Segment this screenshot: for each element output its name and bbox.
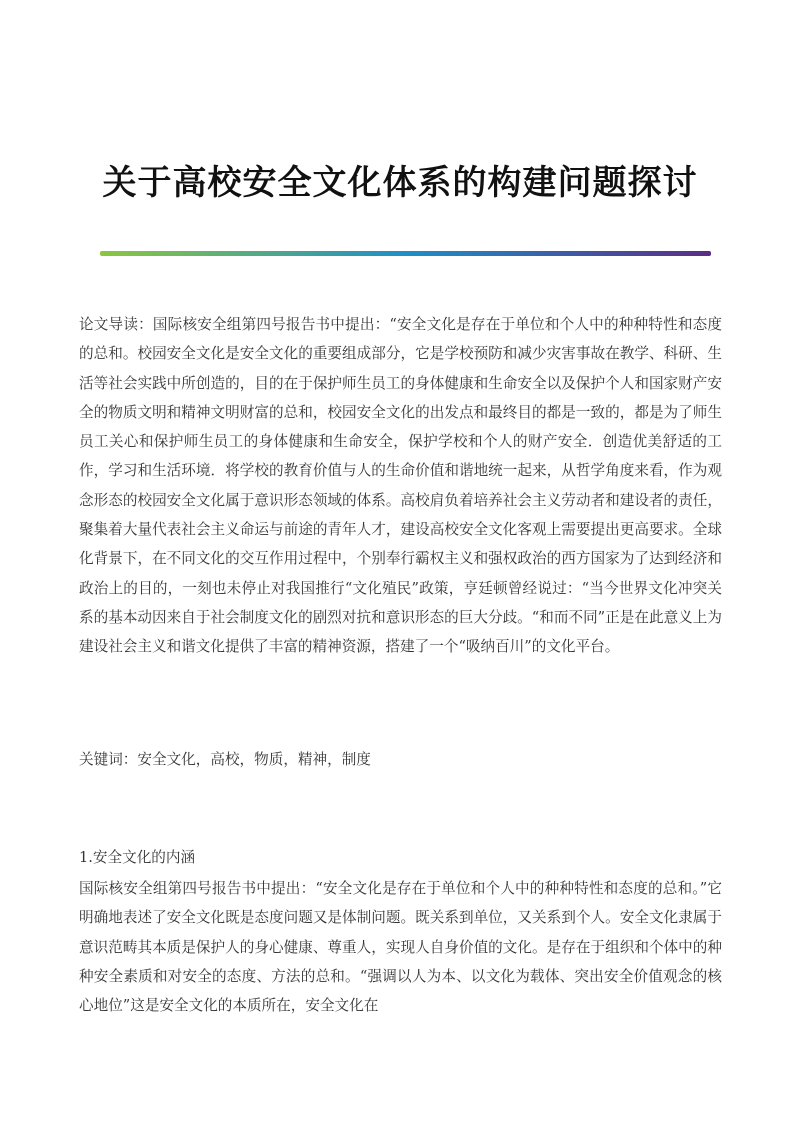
keywords-line: 关键词：安全文化，高校，物质，精神，制度 [79,751,371,768]
section-heading: 1.安全文化的内涵 [79,849,196,866]
section-paragraph: 国际核安全组第四号报告书中提出：“安全文化是存在于单位和个人中的种种特性和态度的总和。”它明确地表述了安全文化既是态度问题又是体制问题。既关系到单位，又关系到个人。安全文化隶属于意识范畴其本质是保护人的身心健康、尊重人，实现人自身价值的文化。是存在于组织和个体中的种种安全素质和对安全的态度、方法的总和。“强调以人为本、以文化为载体、突出安全价值观念的核心地位”这是安全文化的本质所在，安全文化在 [79,880,722,1015]
title-divider [100,251,711,256]
document-title: 关于高校安全文化体系的构建问题探讨 [102,163,698,203]
abstract-paragraph: 论文导读：国际核安全组第四号报告书中提出：“安全文化是存在于单位和个人中的种种特性和态度的总和。校园安全文化是安全文化的重要组成部分，它是学校预防和减少灾害事故在教学、科研、生活等社会实践中所创造的，目的在于保护师生员工的身体健康和生命安全以及保护个人和国家财产安全的物质文明和精神文明财富的总和，校园安全文化的出发点和最终目的都是一致的，都是为了师生员工关心和保护师生员工的身体健康和生命安全，保护学校和个人的财产安全．创造优美舒适的工作，学习和生活环境．将学校的教育价值与人的生命价值和谐地统一起来，从哲学角度来看，作为观念形态的校园安全文化属于意识形态领域的体系。高校肩负着培养社会主义劳动者和建设者的责任，聚集着大量代表社会主义命运与前途的青年人才，建设高校安全文化客观上需要提出更高要求。全球化背景下，在不同文化的交互作用过程中，个别奉行霸权主义和强权政治的西方国家为了达到经济和政治上的目的，一刻也未停止对我国推行“文化殖民”政策，亨廷顿曾经说过：“当今世界文化冲突关系的基本动因来自于社会制度文化的剧烈对抗和意识形态的巨大分歧。“和而不同”正是在此意义上为建设社会主义和谐文化提供了丰富的精神资源，搭建了一个“吸纳百川”的文化平台。 [79,316,722,656]
